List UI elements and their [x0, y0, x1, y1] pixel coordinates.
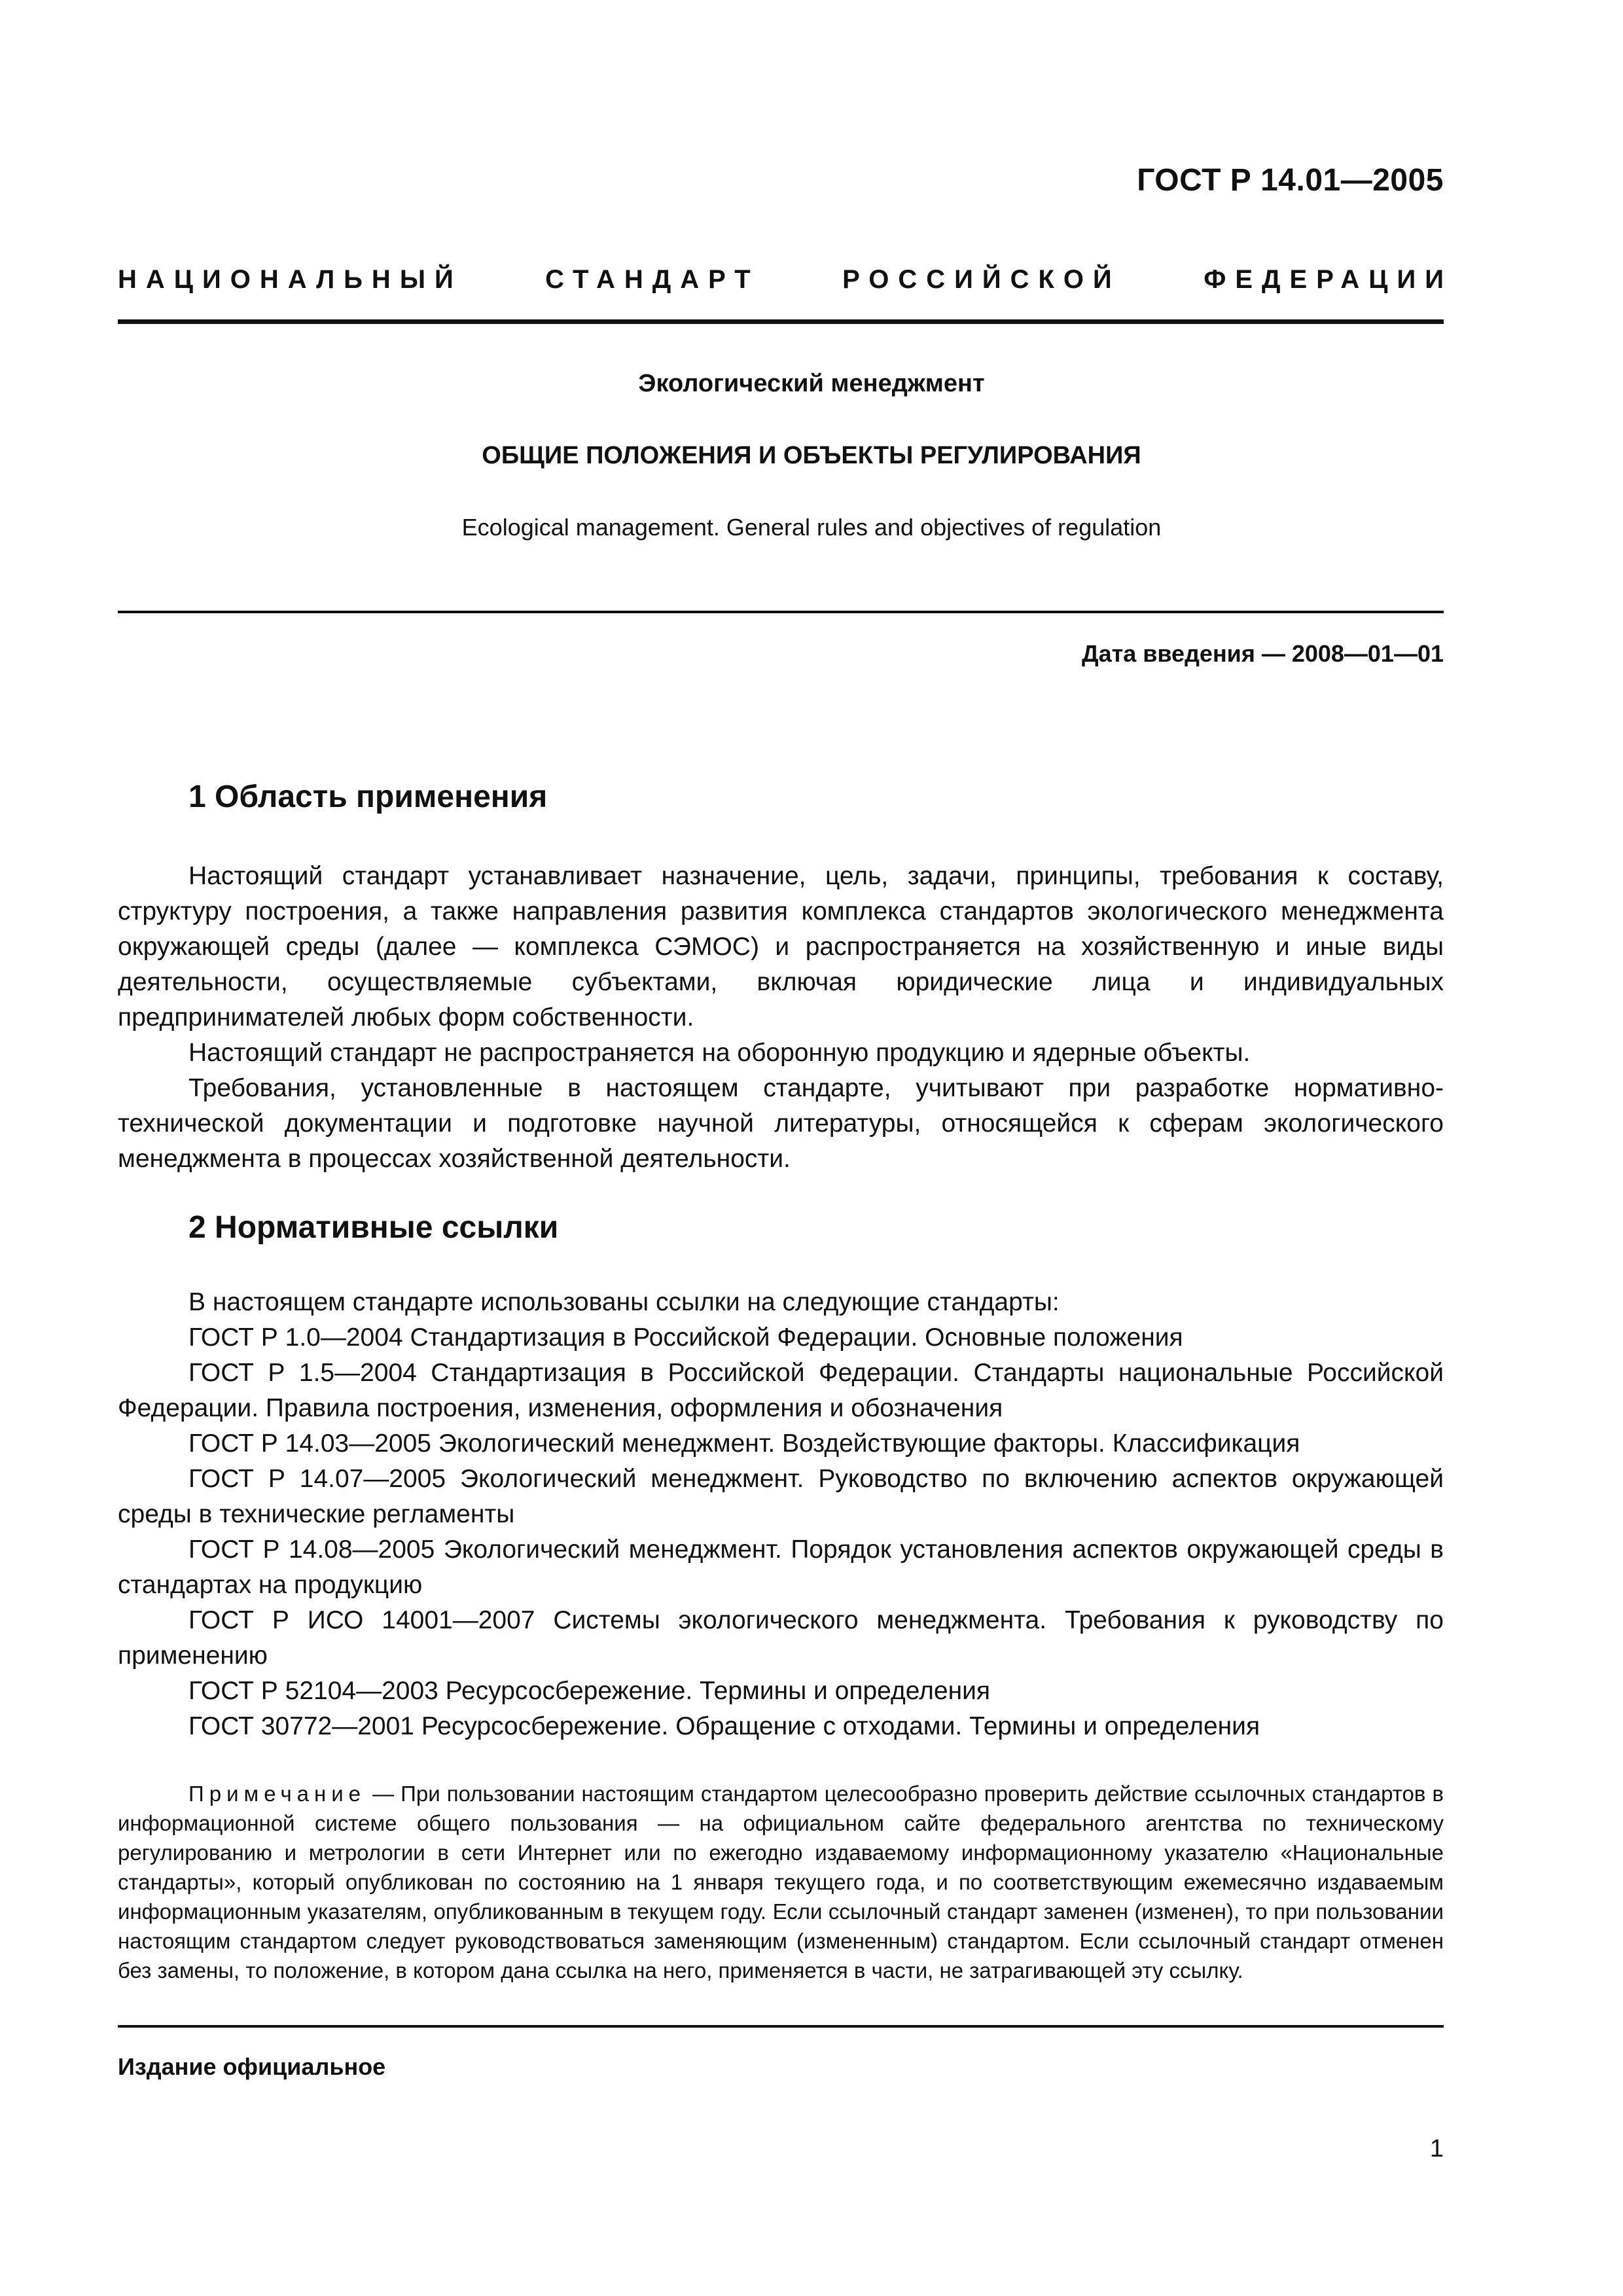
- banner-word: РОССИЙСКОЙ: [842, 265, 1121, 294]
- note: [118, 1779, 1444, 1985]
- references-body: [118, 1285, 1444, 1744]
- reference-item: ГОСТ 30772—2001 Ресурсосбережение. Обращение с отходами. Термины и определения: [188, 1712, 1260, 1740]
- official-edition-label: Издание официальное: [118, 2053, 386, 2080]
- standard-banner: [118, 265, 1453, 295]
- reference-item: ГОСТ Р 1.0—2004 Стандартизация в Российской Федерации. Основные положения: [188, 1323, 1183, 1352]
- banner-word: СТАНДАРТ: [545, 265, 760, 294]
- paragraph: Требования, установленные в настоящем стандарте, учитывают при разработке нормативно-технической документации и подготовке научной литературы, относящейся к сферам экологического менеджмента в процессах хозяйственной деятельности.: [118, 1074, 1444, 1173]
- banner-word: ФЕДЕРАЦИИ: [1204, 265, 1453, 294]
- note-text: — При пользовании настоящим стандартом целесообразно проверить действие ссылочных стандартов в информационной системе общего пользования — на официальном сайте федерального агентства по техническому регулированию и метрологии в сети Интернет или по ежегодно издаваемому информационному указателю «Национальные стандарты», который опубликован по состоянию на 1 января текущего года, и по соответствующим ежемесячно издаваемым информационным указателям, опубликованным в текущем году. Если ссылочный стандарт заменен (изменен), то при пользовании настоящим стандартом следует руководствоваться заменяющим (измененным) стандартом. Если ссылочный стандарт отменен без замены, то положение, в котором дана ссылка на него, применяется в части, не затрагивающей эту ссылку.: [118, 1782, 1444, 1982]
- reference-item: ГОСТ Р ИСО 14001—2007 Системы экологического менеджмента. Требования к руководству по применению: [118, 1606, 1444, 1670]
- section-heading-references: 2 Нормативные ссылки: [188, 1210, 559, 1245]
- section-heading-scope: 1 Область применения: [188, 780, 548, 814]
- reference-item: ГОСТ Р 14.07—2005 Экологический менеджмент. Руководство по включению аспектов окружающей среды в технические регламенты: [118, 1465, 1444, 1528]
- header-divider: [118, 319, 1444, 324]
- document-number: ГОСТ Р 14.01—2005: [1137, 163, 1444, 198]
- note-label: Примечание: [188, 1782, 366, 1806]
- introduction-date: Дата введения — 2008—01—01: [1081, 640, 1444, 667]
- document-title: ОБЩИЕ ПОЛОЖЕНИЯ И ОБЪЕКТЫ РЕГУЛИРОВАНИЯ: [482, 442, 1141, 469]
- reference-item: ГОСТ Р 14.08—2005 Экологический менеджмент. Порядок установления аспектов окружающей среды в стандартах на продукцию: [118, 1535, 1444, 1599]
- scope-body: [118, 859, 1444, 1177]
- banner-word: НАЦИОНАЛЬНЫЙ: [118, 265, 463, 294]
- reference-item: ГОСТ Р 1.5—2004 Стандартизация в Российской Федерации. Стандарты национальные Российской Федерации. Правила построения, изменения, оформления и обозначения: [118, 1359, 1444, 1422]
- footer-divider: [118, 2025, 1444, 2028]
- paragraph: В настоящем стандарте использованы ссылки на следующие стандарты:: [188, 1288, 1060, 1316]
- reference-item: ГОСТ Р 52104—2003 Ресурсосбережение. Термины и определения: [188, 1677, 991, 1705]
- reference-item: ГОСТ Р 14.03—2005 Экологический менеджмент. Воздействующие факторы. Классификация: [188, 1429, 1300, 1458]
- page-number: 1: [1429, 2135, 1444, 2162]
- subject-title: Экологический менеджмент: [638, 370, 985, 397]
- paragraph: Настоящий стандарт устанавливает назначение, цель, задачи, принципы, требования к составу, структуру построения, а также направления развития комплекса стандартов экологического менеджмента окружающей среды (далее — комплекса СЭМОС) и распространяется на хозяйственную и иные виды деятельности, осуществляемые субъектами, включая юридические лица и индивидуальных предпринимателей любых форм собственности.: [118, 862, 1444, 1031]
- paragraph: Настоящий стандарт не распространяется на оборонную продукцию и ядерные объекты.: [188, 1039, 1251, 1067]
- title-divider: [118, 611, 1444, 613]
- document-title-english: Ecological management. General rules and objectives of regulation: [461, 514, 1162, 541]
